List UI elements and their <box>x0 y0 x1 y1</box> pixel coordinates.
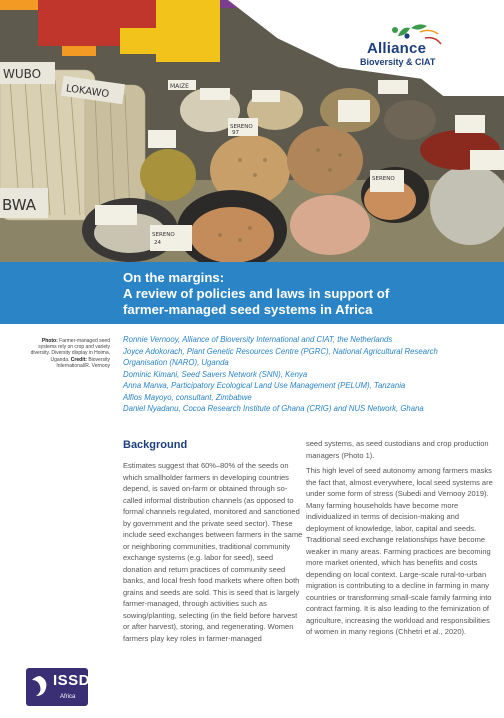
section-heading: Background <box>123 439 188 451</box>
alliance-logo-title: Alliance <box>367 40 427 57</box>
title-line-3: farmer-managed seed systems in Africa <box>123 302 373 317</box>
author-list <box>123 334 495 415</box>
caption-credit-label: Credit: <box>70 356 87 363</box>
issd-swirl-icon <box>30 674 50 698</box>
body-column-1 <box>123 460 303 648</box>
accent-bar-orange-2 <box>62 46 96 56</box>
author-line: Alfios Mayoyo, consultant, Zimbabwe <box>123 392 252 402</box>
svg-text:SERENO: SERENO <box>152 232 175 238</box>
accent-bar-yellow <box>156 0 220 62</box>
author-line: Organisation (NARO), Uganda <box>123 358 229 367</box>
body-paragraph: seed systems, as seed custodians and crop production managers (Photo 1). <box>306 439 489 460</box>
caption-photo-text: Farmer-managed seed systems rely on crop and variety diversity. Diversity display in Hoima, Uganda. <box>30 338 110 363</box>
svg-text:MAIZE: MAIZE <box>170 83 189 90</box>
svg-text:24: 24 <box>154 240 161 246</box>
label-wubo: WUBO <box>3 67 42 81</box>
title-band <box>0 262 504 324</box>
page-title <box>123 270 493 318</box>
issd-logo-name: ISSD <box>53 672 91 689</box>
svg-text:SERENO: SERENO <box>230 124 253 130</box>
author-line: Daniel Nyadanu, Cocoa Research Institute of Ghana (CRIG) and NUS Network, Ghana <box>123 404 424 413</box>
cover-photo <box>0 0 504 262</box>
issd-logo-region: Africa <box>60 694 76 700</box>
title-line-1: On the margins: <box>123 270 225 285</box>
author-line: Anna Marwa, Participatory Ecological Land Use Management (PELUM), Tanzania <box>123 381 406 390</box>
caption-credit-text: Bioversity International/R. Vernooy <box>56 356 110 369</box>
accent-bar-orange <box>0 0 38 10</box>
author-line: Joyce Adokorach, Plant Genetic Resources Centre (PGRC), National Agricultural Research <box>123 346 438 356</box>
body-paragraph: This high level of seed autonomy among farmers masks the fact that, almost everywhere, local seed systems are under some form of stress (Subedi and Vernooy 2019). Many farming households have become more individualized in terms of decision-making and deployment of knowledge, labor, capital and seeds. Traditional seed exchange relationships have become weaker in many areas. Farming practices are becoming more market oriented, which has benefits and costs depending on local context. Large-scale rural-to-urban migration is contributing to a decline in farming in many countries or transforming small-scale family farming into contract farming. It is also leading to the feminization of agriculture, increasing the workload and responsibilities of women in many regions (Chhetri et al., 2020). <box>306 466 493 636</box>
svg-text:97: 97 <box>232 130 239 136</box>
author-line: Dominic Kimani, Seed Savers Network (SNN), Kenya <box>123 369 308 379</box>
caption-photo-label: Photo: <box>41 338 58 344</box>
photo-caption <box>26 338 110 369</box>
svg-text:BWA: BWA <box>2 196 37 214</box>
accent-bar-red <box>38 0 120 46</box>
accent-bar-yellow-2 <box>120 28 156 54</box>
body-paragraph: Estimates suggest that 60%–80% of the seeds on which smallholder farmers in developing countries depend, is saved on-farm or obtained through so-called informal distribution channels (as opposed to formal channels regulated, monitored and sanctioned by government and the private seed sector). These include seed exchanges between farmers in the same or neighboring communities, traditional community exchange systems (e.g. labor for seed), seed donation and return practices of community seed banks, and local fresh food markets where often both grains and seeds are sold. This is seed that is largely farmer-managed, through activities such as sowing/planting, selecting (in the field before harvest or after harvest), storing, and regenerating. Women farmers play key roles in farmer-managed <box>123 461 303 643</box>
svg-text:SERENO: SERENO <box>372 176 395 182</box>
title-line-2: A review of policies and laws in support of <box>123 286 390 301</box>
author-line: Ronnie Vernooy, Alliance of Bioversity International and CIAT, the Netherlands <box>123 335 393 344</box>
body-column-2 <box>306 438 496 642</box>
accent-bar-red-2 <box>120 0 156 28</box>
svg-text:LOKAWO: LOKAWO <box>65 83 110 101</box>
alliance-logo-subtitle: Bioversity & CIAT <box>360 57 436 67</box>
